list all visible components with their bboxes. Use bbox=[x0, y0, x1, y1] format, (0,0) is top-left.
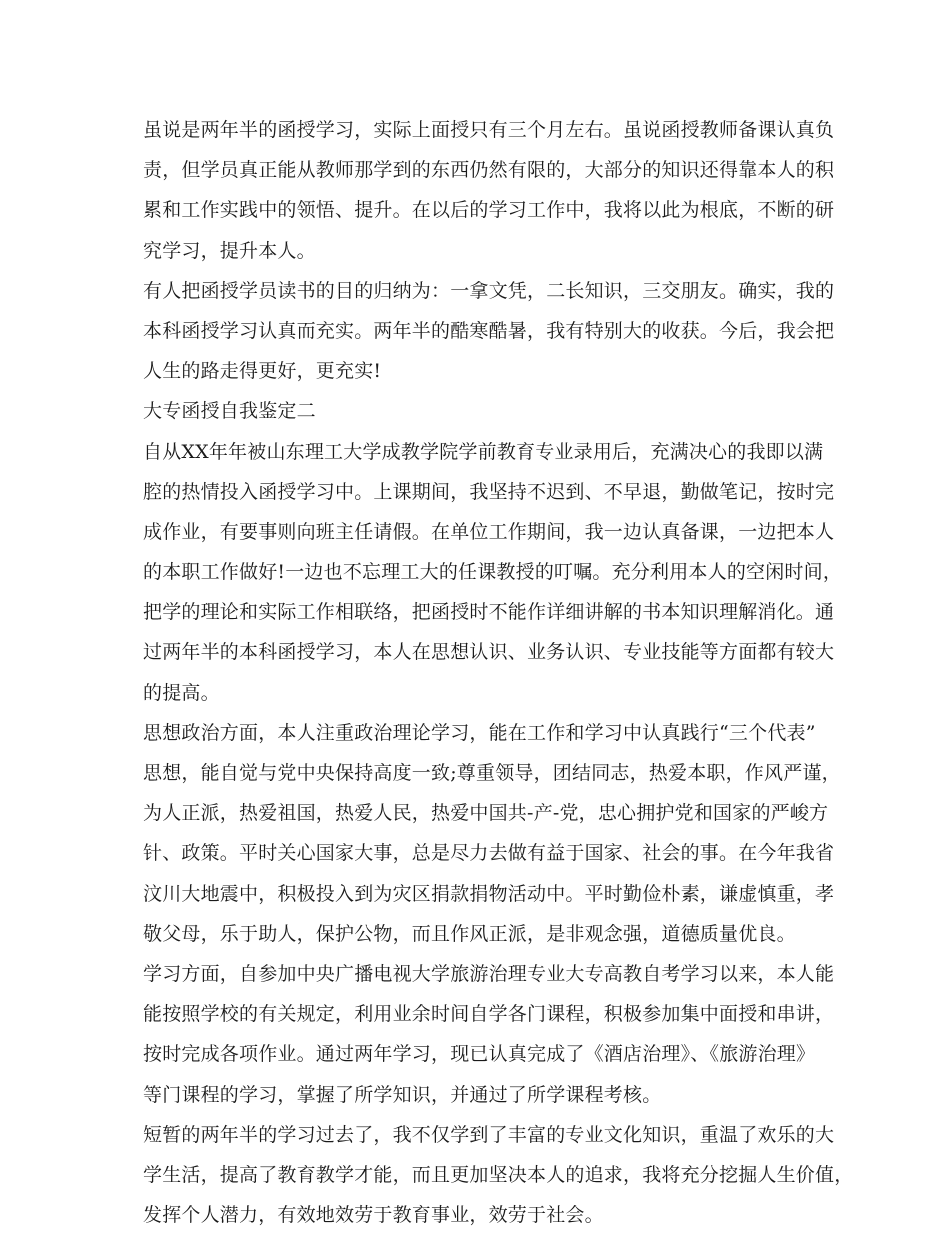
text-line: 思想，能自觉与党中央保持高度一致;尊重领导，团结同志，热爱本职，作风严谨， bbox=[143, 762, 841, 784]
section-heading: 大专函授自我鉴定二 bbox=[143, 400, 316, 423]
text-line: 思想政治方面，本人注重政治理论学习，能在工作和学习中认真践行“三个代表” bbox=[143, 721, 816, 744]
document-body bbox=[143, 110, 854, 1235]
text-line: 责，但学员真正能从教师那学到的东西仍然有限的，大部分的知识还得靠本人的积 bbox=[143, 159, 835, 182]
text-line: 的提高。 bbox=[143, 681, 220, 704]
text-line: 究学习，提升本人。 bbox=[143, 239, 316, 262]
text-line: 成作业，有要事则向班主任请假。在单位工作期间，我一边认真备课，一边把本人 bbox=[143, 520, 835, 543]
text-line: 能按照学校的有关规定，利用业余时间自学各门课程，积极参加集中面授和串讲， bbox=[143, 1003, 835, 1026]
text-line: 按时完成各项作业。通过两年学习，现已认真完成了《酒店治理》、《旅游治理》 bbox=[143, 1043, 816, 1066]
text-line: 敬父母，乐于助人，保护公物，而且作风正派，是非观念强，道德质量优良。 bbox=[143, 922, 796, 945]
text-line: 累和工作实践中的领悟、提升。在以后的学习工作中，我将以此为根底，不断的研 bbox=[143, 199, 835, 222]
text-line: 针、政策。平时关心国家大事，总是尽力去做有益于国家、社会的事。在今年我省 bbox=[143, 842, 835, 865]
text-line: 把学的理论和实际工作相联络，把函授时不能作详细讲解的书本知识理解消化。通 bbox=[143, 601, 835, 624]
text-line: 虽说是两年半的函授学习，实际上面授只有三个月左右。虽说函授教师备课认真负 bbox=[143, 119, 835, 141]
text-line: 学生活，提高了教育教学才能，而且更加坚决本人的追求，我将充分挖掘人生价值， bbox=[143, 1163, 854, 1186]
text-line: 本科函授学习认真而充实。两年半的酷寒酷暑，我有特别大的收获。今后，我会把 bbox=[143, 319, 835, 342]
text-line: 人生的路走得更好，更充实! bbox=[143, 360, 382, 383]
text-line: 短暂的两年半的学习过去了，我不仅学到了丰富的专业文化知识，重温了欢乐的大 bbox=[143, 1123, 835, 1146]
text-line: 有人把函授学员读书的目的归纳为：一拿文凭，二长知识，三交朋友。确实，我的 bbox=[143, 279, 835, 302]
text-line: 的本职工作做好!一边也不忘理工大的任课教授的叮嘱。充分利用本人的空闲时间， bbox=[143, 561, 843, 584]
text-line: 腔的热情投入函授学习中。上课期间，我坚持不迟到、不早退，勤做笔记，按时完 bbox=[143, 480, 835, 503]
text-line: 等门课程的学习，掌握了所学知识，并通过了所学课程考核。 bbox=[143, 1083, 662, 1106]
text-line: 自从XX年年被山东理工大学成教学院学前教育专业录用后，充满决心的我即以满 bbox=[143, 440, 824, 463]
text-line: 汶川大地震中，积极投入到为灾区捐款捐物活动中。平时勤俭朴素，谦虚慎重，孝 bbox=[143, 882, 835, 905]
text-line: 发挥个人潜力，有效地效劳于教育事业，效劳于社会。 bbox=[143, 1204, 604, 1227]
text-line: 学习方面，自参加中央广播电视大学旅游治理专业大专高教自考学习以来，本人能 bbox=[143, 962, 835, 985]
text-line: 过两年半的本科函授学习，本人在思想认识、业务认识、专业技能等方面都有较大 bbox=[143, 641, 835, 664]
text-line: 为人正派，热爱祖国，热爱人民，热爱中国共-产-党，忠心拥护党和国家的严峻方 bbox=[143, 802, 829, 825]
